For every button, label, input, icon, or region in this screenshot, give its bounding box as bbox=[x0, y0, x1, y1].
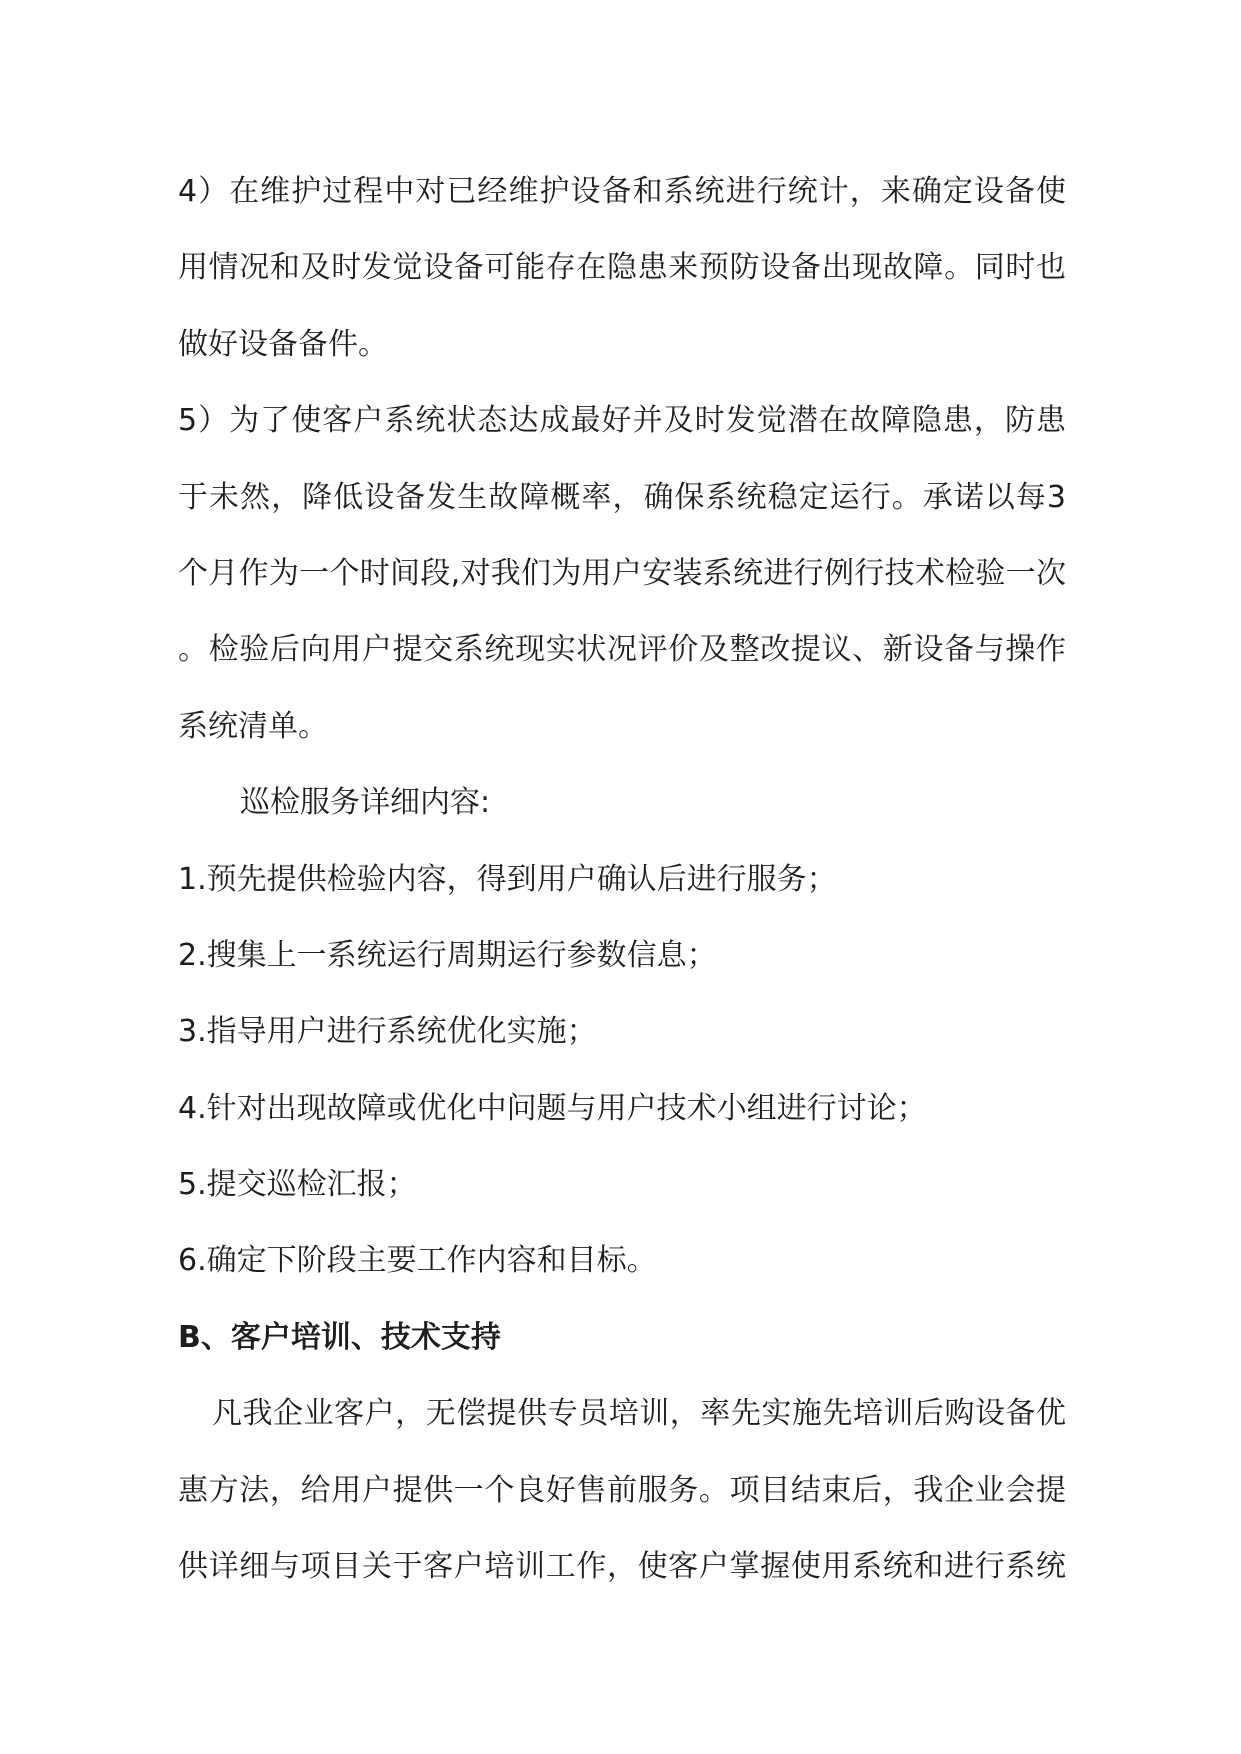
paragraph-line: 5）为了使客户系统状态达成最好并及时发觉潜在故障隐患，防患 bbox=[178, 403, 1066, 439]
inspection-list bbox=[178, 842, 1066, 1300]
paragraph-line: 凡我企业客户，无偿提供专员培训，率先实施先培训后购设备优 bbox=[212, 1396, 1066, 1432]
list-item: 3.指导用户进行系统优化实施； bbox=[178, 1014, 597, 1050]
section-b-heading: B、客户培训、技术支持 bbox=[178, 1319, 501, 1355]
paragraph-line: 。检验后向用户提交系统现实状况评价及整改提议、新设备与操作 bbox=[178, 632, 1066, 668]
paragraph-line: 系统清单。 bbox=[178, 708, 328, 744]
paragraph-line: 做好设备备件。 bbox=[178, 326, 388, 362]
list-item: 6.确定下阶段主要工作内容和目标。 bbox=[178, 1243, 657, 1279]
inspection-title: 巡检服务详细内容: bbox=[240, 785, 491, 821]
paragraph-line: 供详细与项目关于客户培训工作，使客户掌握使用系统和进行系统 bbox=[178, 1549, 1066, 1585]
paragraph-line: 于未然，降低设备发生故障概率，确保系统稳定运行。承诺以每3 bbox=[178, 479, 1066, 515]
list-item: 1.预先提供检验内容，得到用户确认后进行服务； bbox=[178, 861, 837, 897]
paragraph-line: 惠方法，给用户提供一个良好售前服务。项目结束后，我企业会提 bbox=[178, 1472, 1066, 1508]
paragraph-line: 用情况和及时发觉设备可能存在隐患来预防设备出现故障。同时也 bbox=[178, 250, 1066, 286]
section-b-paragraph bbox=[178, 1376, 1066, 1605]
list-item: 4.针对出现故障或优化中问题与用户技术小组进行讨论； bbox=[178, 1090, 927, 1126]
paragraph-line: 个月作为一个时间段,对我们为用户安装系统进行例行技术检验一次 bbox=[178, 555, 1066, 591]
paragraph-line: 4）在维护过程中对已经维护设备和系统进行统计，来确定设备使 bbox=[178, 174, 1066, 209]
list-item: 2.搜集上一系统运行周期运行参数信息； bbox=[178, 937, 717, 973]
document-body bbox=[178, 154, 1066, 1605]
item-4-paragraph bbox=[178, 154, 1066, 383]
list-item: 5.提交巡检汇报； bbox=[178, 1167, 417, 1203]
item-5-paragraph bbox=[178, 383, 1066, 765]
